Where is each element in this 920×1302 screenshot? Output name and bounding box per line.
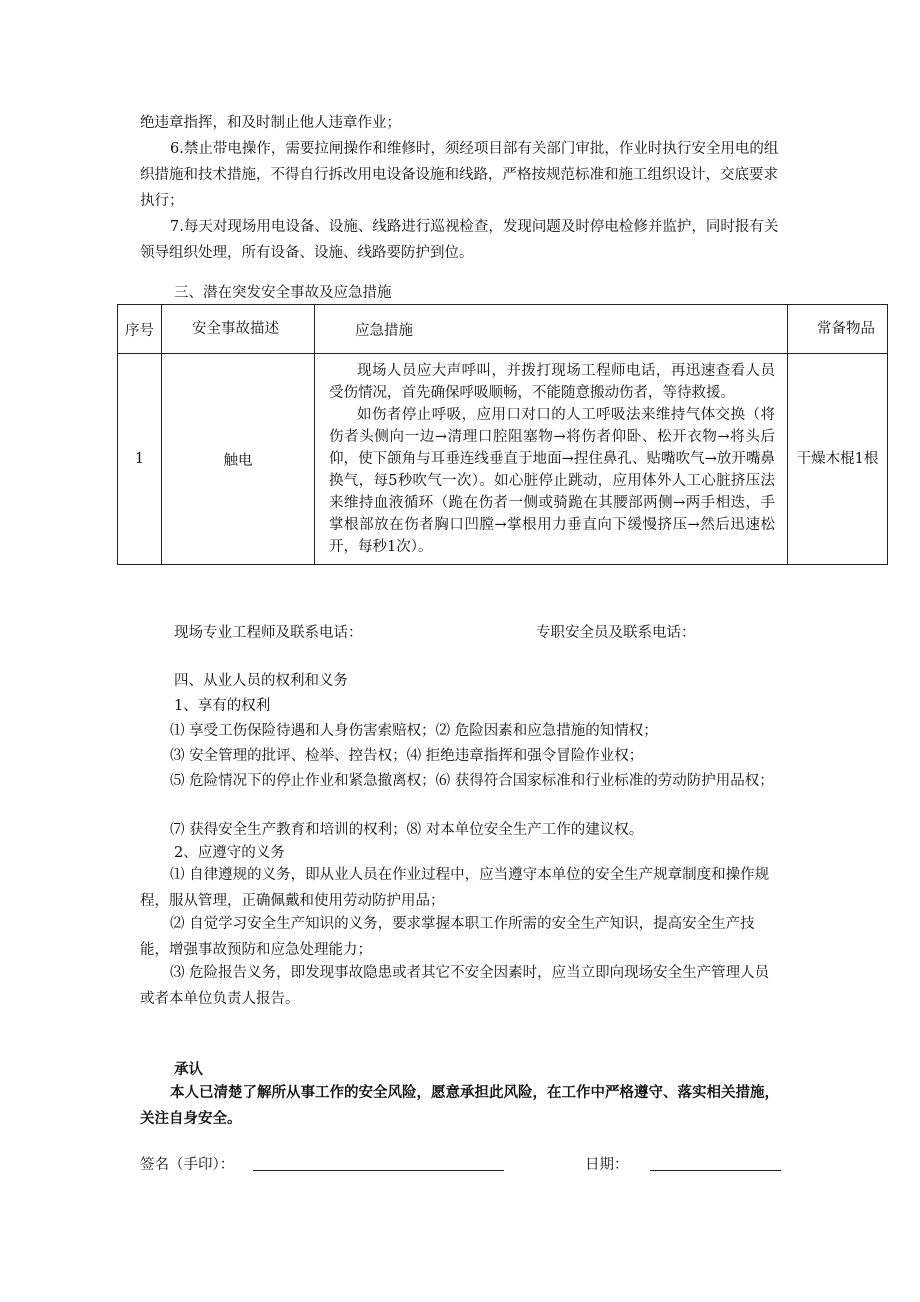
date-line[interactable] bbox=[650, 1170, 781, 1171]
right-item: ⑴ 享受工伤保险待遇和人身伤害索赔权；⑵ 危险因素和应急措施的知情权； bbox=[170, 723, 658, 739]
table-row bbox=[118, 354, 888, 565]
measure-paragraph: 如伤者停止呼吸，应用口对口的人工呼吸法来维持气体交换（将伤者头侧向一边→清理口腔阻塞物→将伤者仰卧、松开衣物→将头后仰，使下颌角与耳垂连线垂直于地面→捏住鼻孔、贴嘴吹气→放开嘴鼻换气，每5秒吹气一次）。如心脏停止跳动，应用体外人工心脏挤压法来维持血液循环（跪在伤者一侧或骑跪在其腰部两侧→两手相迭，手掌根部放在伤者胸口凹膛→掌根用力垂直向下缓慢挤压→然后迅速松开，每秒1次）。 bbox=[329, 407, 775, 555]
right-item: ⑺ 获得安全生产教育和培训的权利；⑻ 对本单位安全生产工作的建议权。 bbox=[170, 822, 644, 838]
row-accident: 触电 bbox=[162, 354, 315, 565]
measure-paragraph: 现场人员应大声呼叫，并拨打现场工程师电话，再迅速查看人员受伤情况，首先确保呼吸顺畅，不能随意搬动伤者，等待救援。 bbox=[329, 363, 775, 401]
rights-title: 1、享有的权利 bbox=[174, 698, 271, 714]
section3-title: 三、潜在突发安全事故及应急措施 bbox=[174, 285, 392, 301]
contact-engineer-label: 现场专业工程师及联系电话： bbox=[174, 625, 363, 641]
right-item: ⑶ 安全管理的批评、检举、控告权；⑷ 拒绝违章指挥和强令冒险作业权； bbox=[170, 748, 644, 764]
safety-item-6: 6.禁止带电操作，需要拉闸操作和维修时，须经项目部有关部门审批，作业时执行安全用电的组织措施和技术措施，不得自行拆改用电设备设施和线路，严格按规范标准和施工组织设计，交底要求执行； bbox=[140, 141, 779, 209]
duty-item: ⑵ 自觉学习安全生产知识的义务，要求掌握本职工作所需的安全生产知识，提高安全生产技能，增强事故预防和应急处理能力； bbox=[140, 916, 755, 958]
header-measures: 应急措施 bbox=[315, 305, 788, 354]
header-accident: 安全事故描述 bbox=[162, 305, 315, 354]
table-header-row bbox=[118, 305, 888, 354]
date-label: 日期： bbox=[585, 1157, 629, 1173]
safety-item-5-cont: 绝违章指挥，和及时制止他人违章作业； bbox=[140, 115, 401, 131]
row-measures bbox=[315, 354, 788, 565]
right-item: ⑸ 危险情况下的停止作业和紧急撤离权；⑹ 获得符合国家标准和行业标准的劳动防护用品权； bbox=[170, 773, 774, 789]
duty-item: ⑴ 自律遵规的义务，即从业人员在作业过程中，应当遵守本单位的安全生产规章制度和操作规程，服从管理，正确佩戴和使用劳动防护用品； bbox=[140, 867, 770, 909]
sign-label: 签名（手印）： bbox=[140, 1157, 235, 1173]
row-supplies: 干燥木棍1根 bbox=[788, 354, 888, 565]
header-no: 序号 bbox=[118, 305, 162, 354]
duty-item: ⑶ 危险报告义务，即发现事故隐患或者其它不安全因素时，应当立即向现场安全生产管理人员或者本单位负责人报告。 bbox=[140, 965, 770, 1007]
duties-title: 2、应遵守的义务 bbox=[174, 845, 285, 861]
sign-line[interactable] bbox=[253, 1170, 504, 1171]
row-no: 1 bbox=[118, 354, 162, 565]
ack-text: 本人已清楚了解所从事工作的安全风险，愿意承担此风险，在工作中严格遵守、落实相关措施，关注自身安全。 bbox=[140, 1084, 779, 1127]
emergency-table bbox=[117, 304, 888, 565]
contact-safety-label: 专职安全员及联系电话： bbox=[536, 625, 696, 641]
safety-item-7: 7.每天对现场用电设备、设施、线路进行巡视检查，发现问题及时停电检修并监护，同时报有关领导组织处理，所有设备、设施、线路要防护到位。 bbox=[140, 219, 779, 261]
ack-title: 承认 bbox=[174, 1061, 203, 1078]
section4-title: 四、从业人员的权利和义务 bbox=[174, 673, 348, 689]
header-supplies: 常备物品 bbox=[788, 305, 888, 354]
